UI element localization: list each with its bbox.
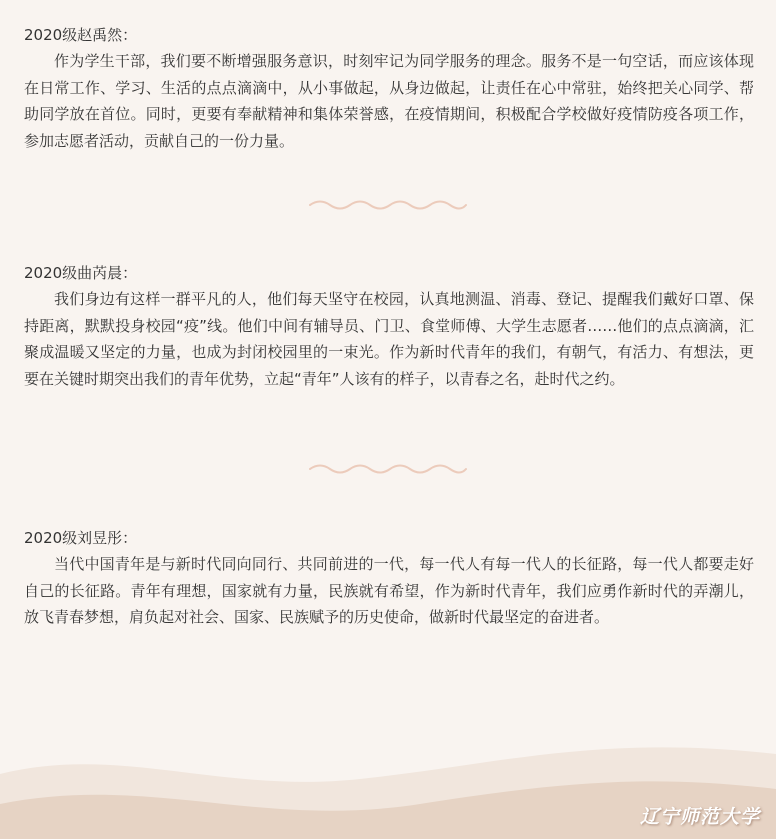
wave-divider-icon	[308, 197, 468, 213]
university-logo-text: 辽宁师范大学	[639, 806, 760, 828]
testimonial-body: 当代中国青年是与新时代同向同行、共同前进的一代，每一代人有每一代人的长征路，每一代人都要走好自己的长征路。青年有理想，国家就有力量，民族就有希望，作为新时代青年，我们应勇作新时代的弄潮儿，放飞青春梦想，肩负起对社会、国家、民族赋予的历史使命，做新时代最坚定的奋进者。	[24, 555, 754, 626]
testimonial-heading: 2020级曲芮晨：	[24, 264, 138, 282]
testimonial-body: 我们身边有这样一群平凡的人，他们每天坚守在校园，认真地测温、消毒、登记、提醒我们戴好口罩、保持距离，默默投身校园“疫”线。他们中间有辅导员、门卫、食堂师傅、大学生志愿者……他们的点点滴滴，汇聚成温暖又坚定的力量，也成为封闭校园里的一束光。作为新时代青年的我们，有朝气，有活力、有想法，更要在关键时期突出我们的青年优势，立起“青年”人该有的样子，以青春之名，赴时代之约。	[24, 290, 754, 388]
testimonial-heading: 2020级刘昱彤：	[24, 529, 138, 547]
testimonial-heading: 2020级赵禹然：	[24, 26, 138, 44]
wave-divider-icon	[308, 461, 468, 477]
testimonial-body: 作为学生干部，我们要不断增强服务意识，时刻牢记为同学服务的理念。服务不是一句空话，而应该体现在日常工作、学习、生活的点点滴滴中，从小事做起，从身边做起，让责任在心中常驻，始终把关心同学、帮助同学放在首位。同时，更要有奉献精神和集体荣誉感，在疫情期间，积极配合学校做好疫情防疫各项工作，参加志愿者活动，贡献自己的一份力量。	[24, 52, 754, 150]
testimonial-qu-ruichen	[24, 260, 754, 392]
testimonial-zhao-yuran	[24, 22, 754, 154]
testimonial-liu-yutong	[24, 525, 754, 631]
